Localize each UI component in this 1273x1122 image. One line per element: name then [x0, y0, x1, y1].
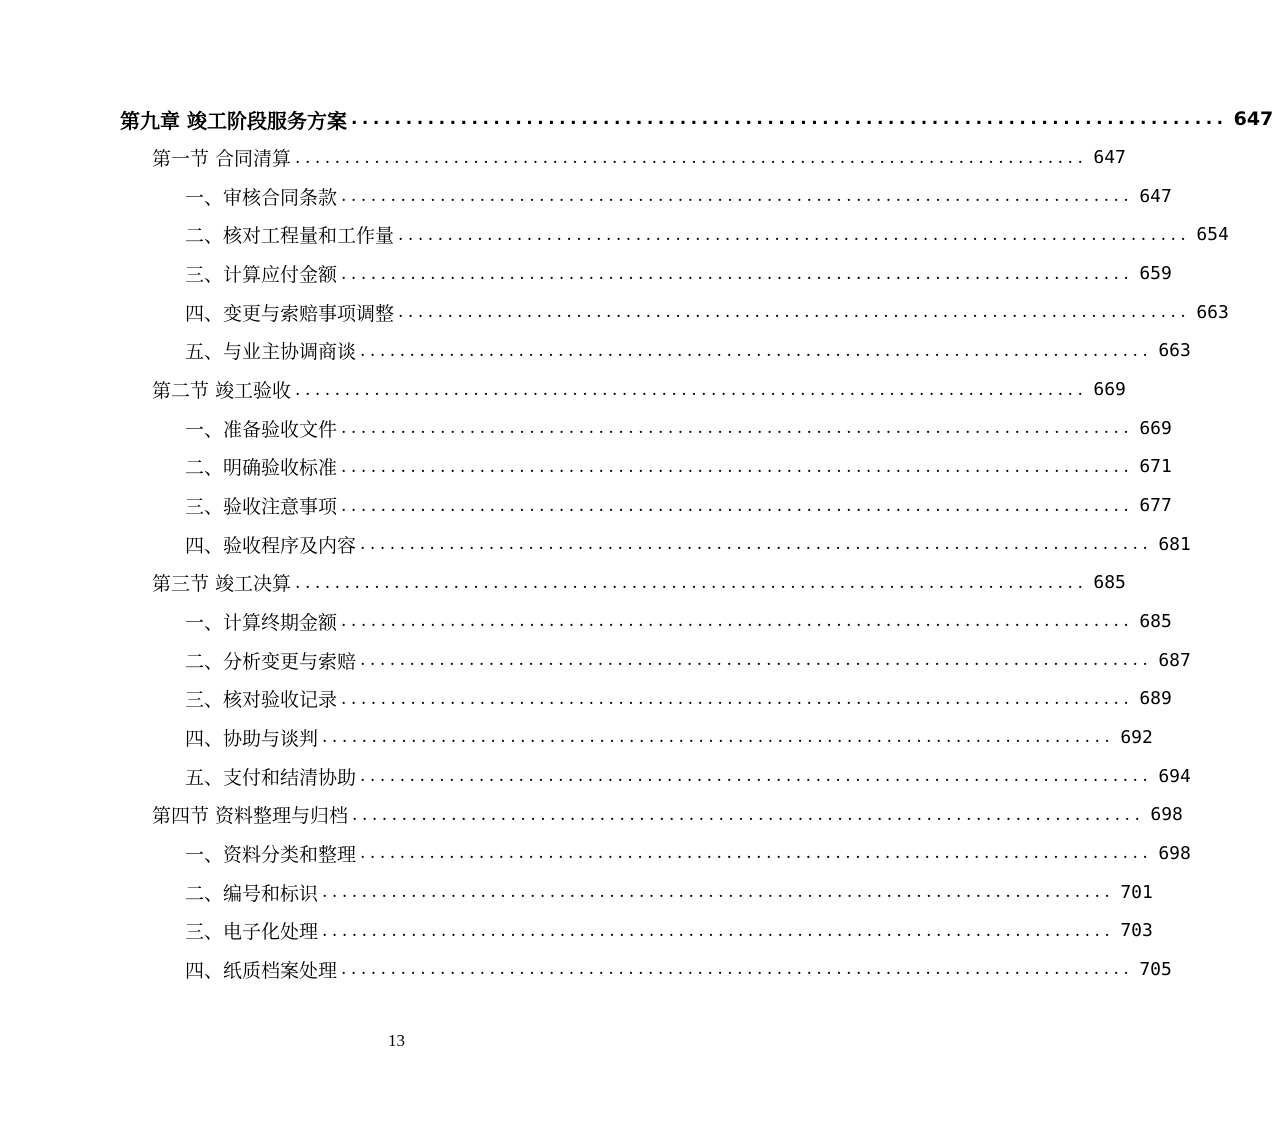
toc-entry-section[interactable]: [152, 796, 1183, 834]
toc-entry-title: 一、计算终期金额: [185, 611, 338, 634]
toc-leader-dots: ................................................................................: [322, 882, 1115, 902]
toc-entry-title: 四、验收程序及内容: [185, 534, 357, 557]
toc-entry-page: 647: [1139, 185, 1172, 207]
toc-entry-section[interactable]: [152, 139, 1126, 177]
toc-entry-page: 681: [1158, 533, 1191, 555]
toc-entry-title: 五、支付和结清协助: [185, 766, 357, 789]
toc-entry-page: 671: [1139, 456, 1172, 478]
toc-entry-item[interactable]: [185, 525, 1191, 563]
toc-entry-page: 687: [1158, 649, 1191, 671]
toc-entry-item[interactable]: [185, 873, 1153, 911]
toc-entry-page: 677: [1139, 495, 1172, 516]
toc-entry-page: 701: [1120, 881, 1153, 903]
toc-entry-item[interactable]: [185, 177, 1172, 215]
toc-entry-item[interactable]: [185, 834, 1191, 872]
toc-entry-title: 三、核对验收记录: [185, 689, 338, 712]
toc-entry-item[interactable]: [185, 255, 1172, 293]
toc-entry-item[interactable]: [185, 950, 1172, 988]
toc-entry-title: 第三节 竣工决算: [152, 573, 292, 596]
toc-entry-title: 四、变更与索赔事项调整: [185, 302, 395, 325]
toc-entry-title: 第四节 资料整理与归档: [152, 805, 349, 828]
toc-entry-title: 二、核对工程量和工作量: [185, 225, 395, 248]
toc-entry-page: 692: [1120, 726, 1153, 748]
toc-leader-dots: ................................................................................: [322, 727, 1115, 748]
toc-leader-dots: ................................................................................: [341, 611, 1134, 632]
toc-entry-item[interactable]: [185, 216, 1229, 254]
toc-entry-page: 647: [1093, 147, 1126, 169]
toc-entry-item[interactable]: [185, 602, 1172, 640]
toc-entry-title: 第九章 竣工阶段服务方案: [120, 108, 347, 133]
toc-entry-page: 698: [1158, 842, 1191, 864]
toc-entry-title: 一、准备验收文件: [185, 418, 338, 441]
toc-entry-title: 三、验收注意事项: [185, 496, 338, 518]
toc-entry-page: 689: [1139, 688, 1172, 710]
toc-entry-section[interactable]: [152, 564, 1126, 602]
toc-entry-item[interactable]: [185, 409, 1172, 447]
toc-leader-dots: ................................................................................: [398, 302, 1191, 323]
toc-leader-dots: ................................................................................: [352, 804, 1145, 825]
toc-entry-page: 669: [1093, 379, 1126, 401]
toc-leader-dots: ................................................................................: [398, 224, 1191, 245]
toc-entry-title: 一、审核合同条款: [185, 186, 338, 209]
toc-leader-dots: ................................................................................: [360, 340, 1153, 361]
toc-entry-item[interactable]: [185, 718, 1153, 756]
toc-leader-dots: ................................................................................: [360, 650, 1153, 671]
toc-entry-title: 三、电子化处理: [185, 921, 319, 944]
toc-leader-dots: ................................................................................: [295, 379, 1088, 400]
toc-entry-item[interactable]: [185, 487, 1172, 525]
toc-entry-title: 二、明确验收标准: [185, 457, 338, 480]
toc-entry-title: 三、计算应付金额: [185, 264, 338, 287]
toc-entry-page: 685: [1139, 610, 1172, 632]
toc-entry-title: 二、分析变更与索赔: [185, 650, 357, 673]
toc-leader-dots: ................................................................................: [295, 147, 1088, 168]
toc-entry-item[interactable]: [185, 641, 1191, 679]
toc-entry-title: 二、编号和标识: [185, 882, 319, 905]
toc-leader-dots: ................................................................................: [341, 495, 1134, 516]
toc-leader-dots: ................................................................................: [360, 534, 1153, 555]
toc-entry-title: 第一节 合同清算: [152, 148, 292, 171]
toc-entry-page: 694: [1158, 765, 1191, 787]
toc-leader-dots: ................................................................................: [360, 843, 1153, 864]
toc-entry-page: 663: [1196, 301, 1229, 323]
toc-entry-section[interactable]: [152, 371, 1126, 409]
toc-entry-title: 五、与业主协调商谈: [185, 341, 357, 364]
toc-leader-dots: ................................................................................: [341, 456, 1134, 477]
toc-entry-chapter[interactable]: [120, 100, 1273, 138]
toc-entry-page: 685: [1093, 572, 1126, 594]
toc-leader-dots: ................................................................................: [341, 186, 1134, 207]
toc-entry-page: 698: [1150, 804, 1183, 826]
toc-entry-page: 659: [1139, 263, 1172, 285]
toc-entry-item[interactable]: [185, 293, 1229, 331]
toc-leader-dots: ................................................................................: [341, 959, 1134, 980]
toc-leader-dots: ................................................................................: [341, 688, 1134, 709]
toc-leader-dots: ................................................................................: [360, 766, 1153, 787]
toc-entry-title: 四、纸质档案处理: [185, 959, 338, 982]
toc-entry-page: 669: [1139, 417, 1172, 439]
toc-leader-dots: ................................................................................: [341, 263, 1134, 284]
toc-leader-dots: ................................................................................: [295, 572, 1088, 593]
page-number: 13: [388, 1031, 405, 1050]
toc-entry-page: 647: [1233, 108, 1273, 130]
toc-entry-page: 654: [1196, 224, 1229, 246]
toc-entry-title: 一、资料分类和整理: [185, 843, 357, 866]
toc-leader-dots: ................................................................................: [341, 418, 1134, 439]
toc-entry-item[interactable]: [185, 332, 1191, 370]
toc-entry-item[interactable]: [185, 448, 1172, 486]
toc-entry-title: 四、协助与谈判: [185, 727, 319, 750]
toc-entry-page: 705: [1139, 958, 1172, 980]
toc-entry-page: 703: [1120, 920, 1153, 942]
toc-leader-dots: ................................................................................: [322, 920, 1115, 941]
toc-entry-item[interactable]: [185, 680, 1172, 718]
toc-entry-item[interactable]: [185, 912, 1153, 950]
toc-leader-dots: ................................................................................: [350, 109, 1228, 129]
toc-entry-title: 第二节 竣工验收: [152, 380, 292, 403]
toc-entry-item[interactable]: [185, 757, 1191, 795]
toc-entry-page: 663: [1158, 340, 1191, 362]
